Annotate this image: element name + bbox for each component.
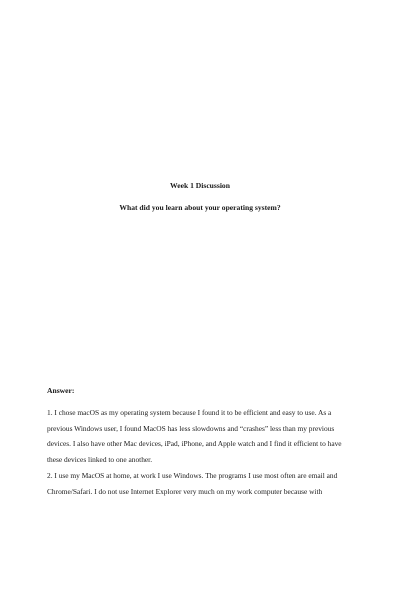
document-title: Week 1 Discussion [170,181,230,190]
discussion-question: What did you learn about your operating system? [119,203,281,212]
title-block [0,181,400,213]
answer-heading: Answer: [47,386,75,395]
answer-section [47,386,357,500]
answer-paragraph-2: 2. I use my MacOS at home, at work I use Windows. The programs I use most often are email and Chrome/Safari. I do not use Internet Explorer very much on my work computer because with [47,471,338,496]
answer-paragraph-1: 1. I chose macOS as my operating system because I found it to be efficient and easy to use. As a previous Windows user, I found MacOS has less slowdowns and “crashes” less than my previous devices. I also have other Mac devices, iPad, iPhone, and Apple watch and I find it efficient to have these devices linked to one another. [47,408,342,464]
